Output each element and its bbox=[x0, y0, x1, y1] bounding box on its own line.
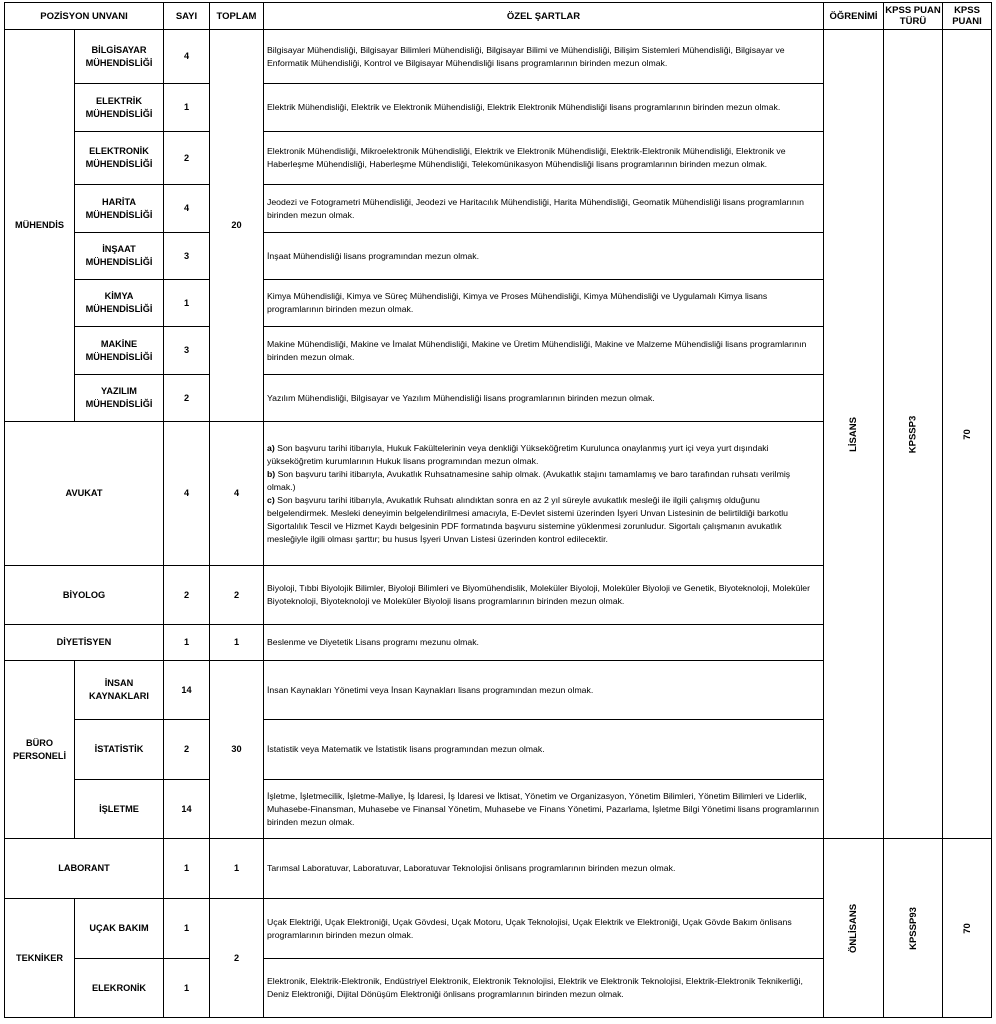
row-name: UÇAK BAKIM bbox=[74, 898, 164, 959]
avukat-sart-a-label: a) bbox=[267, 442, 275, 453]
header-ogrenim: ÖĞRENİMİ bbox=[823, 2, 884, 30]
header-sayi: SAYI bbox=[163, 2, 210, 30]
group-laborant: LABORANT bbox=[4, 838, 164, 899]
group-buro-toplam: 30 bbox=[209, 660, 264, 839]
row-sart: Bilgisayar Mühendisliği, Bilgisayar Bilimleri Mühendisliği, Bilgisayar Bilimi ve Mühendisliği, Bilişim Sistemleri Mühendisliği, Bilgisayar ve Enformatik Mühendisliği, Kontrol ve Bilgisayar Mühendisliği lisans programlarının birinden mezun olmak. bbox=[263, 29, 824, 84]
row-name: YAZILIM MÜHENDİSLİĞİ bbox=[74, 374, 164, 422]
row-sart: Uçak Elektriği, Uçak Elektroniği, Uçak Gövdesi, Uçak Motoru, Uçak Teknolojisi, Uçak Elektrik ve Elektroniği, Uçak Gövde Bakım önlisans programlarının birinden mezun olmak. bbox=[263, 898, 824, 959]
diyetisyen-sart: Beslenme ve Diyetetik Lisans programı mezunu olmak. bbox=[263, 624, 824, 661]
row-sart: İnşaat Mühendisliği lisans programından mezun olmak. bbox=[263, 232, 824, 280]
diyetisyen-toplam: 1 bbox=[209, 624, 264, 661]
lisans-puan-text: 70 bbox=[961, 428, 973, 440]
group-avukat: AVUKAT bbox=[4, 421, 164, 566]
onlisans-ogrenim bbox=[823, 838, 884, 1018]
row-name: İNSAN KAYNAKLARI bbox=[74, 660, 164, 720]
row-name: BİLGİSAYAR MÜHENDİSLİĞİ bbox=[74, 29, 164, 84]
header-ozel-sartlar: ÖZEL ŞARTLAR bbox=[263, 2, 824, 30]
onlisans-puan bbox=[942, 838, 992, 1018]
row-sayi: 2 bbox=[163, 374, 210, 422]
onlisans-puan-turu-text: KPSSP93 bbox=[907, 906, 919, 950]
row-sart: Elektronik Mühendisliği, Mikroelektronik Mühendisliği, Elektrik ve Elektronik Mühendisliği, Elektrik-Elektronik Mühendisliği, Elektronik ve Haberleşme Mühendisliği, Haberleşme Mühendisliği, Telekomünikasyon Mühendisliği lisans programlarının birinden mezun olmak. bbox=[263, 131, 824, 185]
row-sayi: 4 bbox=[163, 29, 210, 84]
avukat-sart-text bbox=[267, 442, 820, 546]
header-kpss-puan-turu: KPSS PUAN TÜRÜ bbox=[883, 2, 943, 30]
row-sayi: 1 bbox=[163, 958, 210, 1018]
avukat-sayi: 4 bbox=[163, 421, 210, 566]
avukat-toplam: 4 bbox=[209, 421, 264, 566]
group-tekniker: TEKNİKER bbox=[4, 898, 75, 1018]
row-sart: İşletme, İşletmecilik, İşletme-Maliye, İş İdaresi, İş İdaresi ve İktisat, Yönetim ve Organizasyon, Yönetim Bilimleri, Yönetim Bilimleri ve Liderlik, Muhasebe-Finansman, Muhasebe ve Finansal Yönetim, Muhasebe ve Finans Yönetimi, Pazarlama, İşletme Bilgi Yönetimi lisans programlarının birinden mezun olmak. bbox=[263, 779, 824, 839]
row-sart: İnsan Kaynakları Yönetimi veya İnsan Kaynakları lisans programından mezun olmak. bbox=[263, 660, 824, 720]
row-name: İSTATİSTİK bbox=[74, 719, 164, 780]
biyolog-sart: Biyoloji, Tıbbi Biyolojik Bilimler, Biyoloji Bilimleri ve Biyomühendislik, Moleküler Biyoloji, Moleküler Biyoloji ve Genetik, Biyoteknoloji, Moleküler Biyoteknoloji, Biyoteknoloji ve Moleküler Biyoloji lisans programlarının birinden mezun olmak. bbox=[263, 565, 824, 625]
group-muhendis: MÜHENDİS bbox=[4, 29, 75, 422]
row-sayi: 14 bbox=[163, 660, 210, 720]
avukat-sart-c-label: c) bbox=[267, 494, 275, 505]
row-name: MAKİNE MÜHENDİSLİĞİ bbox=[74, 326, 164, 375]
row-sayi: 3 bbox=[163, 232, 210, 280]
header-kpss-puani: KPSS PUANI bbox=[942, 2, 992, 30]
lisans-puan-turu bbox=[883, 29, 943, 839]
row-sayi: 2 bbox=[163, 131, 210, 185]
group-tekniker-toplam: 2 bbox=[209, 898, 264, 1018]
row-sayi: 3 bbox=[163, 326, 210, 375]
lisans-puan bbox=[942, 29, 992, 839]
row-name: ELEKTRİK MÜHENDİSLİĞİ bbox=[74, 83, 164, 132]
row-name: İNŞAAT MÜHENDİSLİĞİ bbox=[74, 232, 164, 280]
row-sart: Elektrik Mühendisliği, Elektrik ve Elektronik Mühendisliği, Elektrik Elektronik Mühendisliği lisans programlarının birinden mezun olmak. bbox=[263, 83, 824, 132]
row-name: ELEKRONİK bbox=[74, 958, 164, 1018]
row-sayi: 1 bbox=[163, 898, 210, 959]
diyetisyen-sayi: 1 bbox=[163, 624, 210, 661]
lisans-ogrenim bbox=[823, 29, 884, 839]
row-sayi: 4 bbox=[163, 184, 210, 233]
onlisans-puan-turu bbox=[883, 838, 943, 1018]
row-sart: İstatistik veya Matematik ve İstatistik lisans programından mezun olmak. bbox=[263, 719, 824, 780]
lisans-ogrenim-text: LİSANS bbox=[848, 416, 859, 452]
laborant-toplam: 1 bbox=[209, 838, 264, 899]
row-sayi: 1 bbox=[163, 279, 210, 327]
row-name: ELEKTRONİK MÜHENDİSLİĞİ bbox=[74, 131, 164, 185]
avukat-sart-a: Son başvuru tarihi itibarıyla, Hukuk Fakültelerinin veya denkliği Yükseköğretim Kurulunca onaylanmış yurt içi veya yurt dışındaki yükseköğretim kurumlarının Hukuk lisans programından mezun olmak. bbox=[267, 442, 769, 466]
group-biyolog: BİYOLOG bbox=[4, 565, 164, 625]
avukat-sart bbox=[263, 421, 824, 566]
row-sart: Makine Mühendisliği, Makine ve İmalat Mühendisliği, Makine ve Üretim Mühendisliği, Makine ve Malzeme Mühendisliği lisans programlarının birinden mezun olmak. bbox=[263, 326, 824, 375]
avukat-sart-b: Son başvuru tarihi itibarıyla, Avukatlık Ruhsatnamesine sahip olmak. (Avukatlık stajını tamamlamış ve baro tarafından ruhsatı verilmiş olmak.) bbox=[267, 468, 791, 492]
row-name: HARİTA MÜHENDİSLİĞİ bbox=[74, 184, 164, 233]
header-toplam: TOPLAM bbox=[209, 2, 264, 30]
row-sayi: 14 bbox=[163, 779, 210, 839]
group-muhendis-toplam: 20 bbox=[209, 29, 264, 422]
biyolog-sayi: 2 bbox=[163, 565, 210, 625]
row-sart: Jeodezi ve Fotogrametri Mühendisliği, Jeodezi ve Haritacılık Mühendisliği, Harita Mühendisliği, Geomatik Mühendisliği lisans programlarının birinden mezun olmak. bbox=[263, 184, 824, 233]
onlisans-ogrenim-text: ÖNLİSANS bbox=[848, 903, 859, 953]
group-buro-personeli: BÜRO PERSONELİ bbox=[4, 660, 75, 839]
laborant-sayi: 1 bbox=[163, 838, 210, 899]
row-sayi: 2 bbox=[163, 719, 210, 780]
row-name: İŞLETME bbox=[74, 779, 164, 839]
row-name: KİMYA MÜHENDİSLİĞİ bbox=[74, 279, 164, 327]
avukat-sart-c: Son başvuru tarihi itibarıyla, Avukatlık Ruhsatı alındıktan sonra en az 2 yıl süreyle avukatlık mesleği ile ilgili çalışmış olduğunu belgelendirmek. Mesleki deneyimin belgelendirilmesi amacıyla, E-Devlet sistemi üzerinden İşyeri Unvan Listesinin de belirtildiği barkotlu Sigortalılık Tescil ve Hizmet Kaydı belgesinin PDF formatında başvuru sistemine yüklenmesi zorunludur. Sigortalı çalışmanın avukatlık mesleğiyle ilgili olması şarttır; bu husus İşyeri Unvan Listesi üzerinden kontrol edilecektir. bbox=[267, 494, 789, 544]
row-sart: Kimya Mühendisliği, Kimya ve Süreç Mühendisliği, Kimya ve Proses Mühendisliği, Kimya Mühendisliği ve Uygulamalı Kimya lisans programlarının birinden mezun olmak. bbox=[263, 279, 824, 327]
laborant-sart: Tarımsal Laboratuvar, Laboratuvar, Laboratuvar Teknolojisi önlisans programlarının birinden mezun olmak. bbox=[263, 838, 824, 899]
header-pozisyon: POZİSYON UNVANI bbox=[4, 2, 164, 30]
group-diyetisyen: DİYETİSYEN bbox=[4, 624, 164, 661]
row-sart: Elektronik, Elektrik-Elektronik, Endüstriyel Elektronik, Elektronik Teknolojisi, Elektrik ve Elektronik Teknolojisi, Elektrik-Elektronik Teknikerliği, Deniz Elektroniği, Dijital Dönüşüm Elektroniği önlisans programlarının birinden mezun olmak. bbox=[263, 958, 824, 1018]
biyolog-toplam: 2 bbox=[209, 565, 264, 625]
lisans-puan-turu-text: KPSSP3 bbox=[907, 415, 919, 453]
row-sayi: 1 bbox=[163, 83, 210, 132]
avukat-sart-b-label: b) bbox=[267, 468, 276, 479]
onlisans-puan-text: 70 bbox=[961, 922, 973, 934]
row-sart: Yazılım Mühendisliği, Bilgisayar ve Yazılım Mühendisliği lisans programlarının birinden mezun olmak. bbox=[263, 374, 824, 422]
